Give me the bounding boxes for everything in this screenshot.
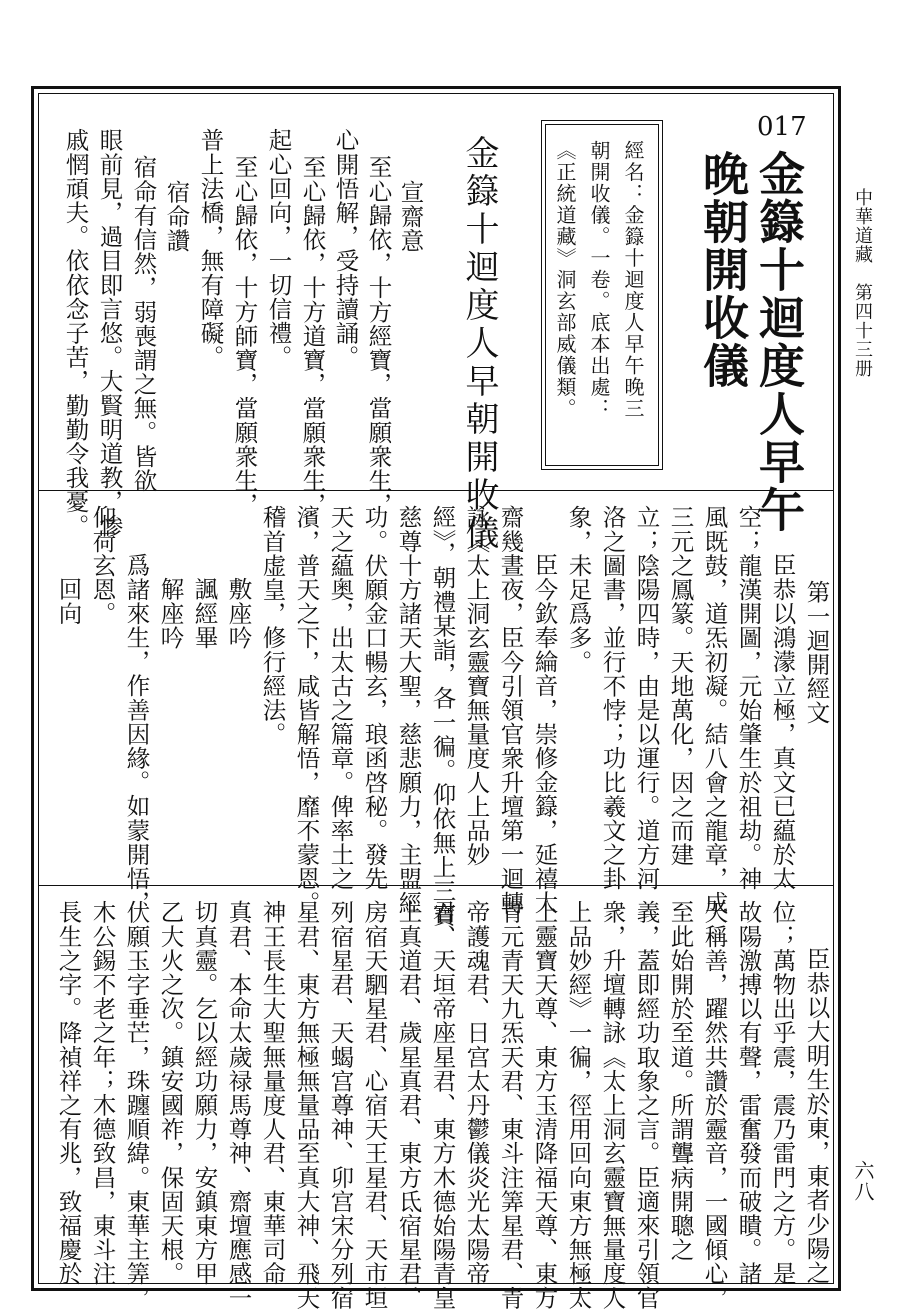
mid-col-12: 經》，朝禮某詣，各一徧。仰依無上三寶 [428,505,457,928]
info-line-3: 《正統道藏》洞玄部威儀類。 [553,140,577,420]
bot-col-13: 上真道君、歲星真君、東方氐宿星君、 [394,900,423,1310]
bot-col-9: 上靈寶天尊、東方玉清降福天尊、東方 [530,900,559,1310]
mid-col-3: 空；龍漢開圖，元始肇生於祖劫。神 [734,505,763,891]
mid-col-2: 臣恭以鴻濛立極，真文已藴於太 [768,553,797,891]
bot-col-10: 青元青天九炁天君、東斗注筭星君、青 [496,900,525,1310]
bot-col-12: 君、天垣帝座星君、東方木德始陽青皇 [428,900,457,1310]
bot-col-3: 故陽激搏以有聲，雷奮發而破瞶。諸 [734,900,763,1286]
mid-col-13: 慈尊十方諸天大聖，慈悲願力，主盟經 [394,505,423,915]
top-col-3: 心開悟解，受持讀誦。 [331,128,360,369]
mid-col-15: 天之藴奥，出太古之篇章。俾率土之 [326,505,355,891]
bot-col-7: 衆，升壇轉詠《太上洞玄靈寶無量度人 [598,900,627,1310]
bot-col-18: 真君、本命太歲禄馬尊神、齋壇應感一 [224,900,253,1310]
entry-title-line1: 金籙十迴度人早午 [752,150,806,534]
mid-col-16: 濱，普天之下，咸皆解悟，靡不蒙恩。 [292,505,321,915]
top-col-6: 至心歸依，十方師寶，當願衆生， [230,155,259,517]
top-col-9: 宿命有信然，弱喪謂之無。皆欲 [129,155,158,493]
bot-col-14: 房宿天駟星君、心宿天王星君、天市垣 [360,900,389,1310]
top-col-1: 宣齋意 [396,180,425,253]
bot-col-11: 帝護魂君、日宫太丹鬱儀炎光太陽帝 [462,900,491,1286]
bot-col-16: 星君、東方無極無量品至真大神、飛天 [292,900,321,1310]
top-col-7: 普上法橋，無有障礙。 [196,128,225,369]
book-title: 中華道藏 [852,188,873,264]
bot-col-15: 列宿星君、天蝎宫尊神、卯宫宋分列宿 [326,900,355,1310]
bot-col-6: 義，蓋即經功取象之言。臣適來引領官 [632,900,661,1310]
mid-col-7: 洛之圖書，並行不悖；功比羲文之卦 [598,505,627,891]
mid-col-20: 解座吟 [156,577,185,650]
mid-col-19: 諷經畢 [190,577,219,650]
mid-col-6: 立；陰陽四時，由是以運行。道方河 [632,505,661,891]
info-line-2: 朝開收儀。一卷。底本出處： [587,140,611,420]
volume-label: 第四十三册 [852,283,873,378]
bot-col-23: 長生之字。降禎祥之有兆，致福慶於 [54,900,83,1286]
bot-col-4: 天稱善，躍然共讚於靈音，一國傾心， [700,900,729,1310]
top-col-5: 起心回向，一切信禮。 [264,128,293,369]
mid-col-8: 象，未足爲多。 [564,505,593,674]
top-col-8: 宿命讚 [162,180,191,253]
text-title: 金籙十迴度人早朝開收儀 [459,135,499,553]
bot-col-1: 臣恭以大明生於東，東者少陽之 [802,947,831,1285]
mid-col-9: 臣今欽奉綸音，崇修金籙，延禧大 [530,553,559,915]
mid-col-4: 風既鼓，道炁初凝。結八會之龍章，成 [700,505,729,915]
bot-col-20: 乙大火之次。鎮安國祚，保固天根。 [156,900,185,1286]
entry-number: 017 [757,112,807,142]
mid-col-5: 三元之鳳篆。天地萬化，因之而建 [666,505,695,867]
bot-col-17: 神王長生大聖無量度人君、東華司命 [258,900,287,1286]
mid-col-23: 回向 [54,577,83,626]
bot-col-8: 上品妙經》一徧，徑用回向東方無極太 [564,900,593,1310]
entry-title-line2: 晚朝開收儀 [696,150,750,390]
bot-col-21: 伏願玉字垂芒，珠躔順緯。東華主筭， [122,900,151,1310]
mid-col-1: 第一迴開經文 [802,580,831,725]
top-col-11: 戚惘頑夫。依依念子苦，勤勤令我憂。 [61,128,90,538]
bot-col-19: 切真靈。乞以經功願力，安鎮東方甲 [190,900,219,1286]
top-col-4: 至心歸依，十方道寶，當願衆生， [298,155,327,517]
mid-col-17: 稽首虚皇，修行經法。 [258,505,287,746]
mid-col-11: 詠《太上洞玄靈寶無量度人上品妙 [462,505,491,867]
mid-col-10: 齋幾晝夜，臣今引領官衆升壇第一迴轉 [496,505,525,915]
page-number: 六八 [851,1160,875,1202]
bot-col-5: 至此始開於至道。所謂聾病開聰之 [666,900,695,1262]
mid-col-18: 敷座吟 [224,577,253,650]
mid-col-21: 爲諸來生，作善因緣。如蒙開悟， [122,553,151,915]
mid-col-22: 仰荷玄恩。 [88,505,117,626]
mid-col-14: 功。伏願金口暢玄，琅函啓秘。發先 [360,505,389,891]
top-col-10: 眼前見，過目即言悠。大賢明道教，惨 [95,128,124,538]
bot-col-2: 位；萬物出乎震，震乃雷門之方。是 [768,900,797,1286]
top-col-2: 至心歸依，十方經寶，當願衆生， [364,155,393,517]
info-line-1: 經名：金籙十迴度人早午晚三 [621,140,645,420]
bot-col-22: 木公錫不老之年；木德致昌，東斗注 [88,900,117,1286]
